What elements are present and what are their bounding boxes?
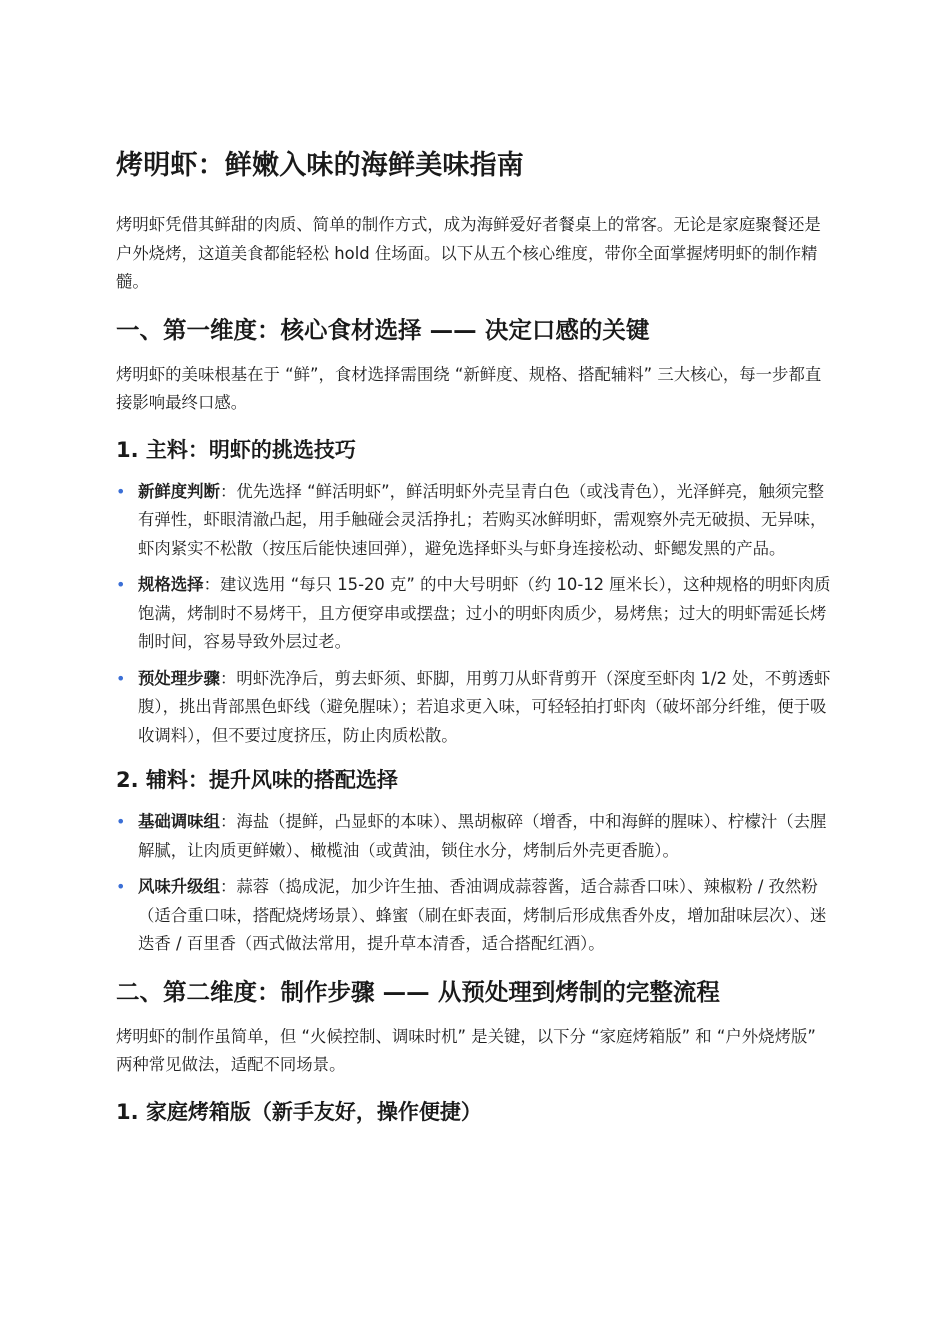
section-2-heading: 二、第二维度：制作步骤 —— 从预处理到烤制的完整流程 [116, 977, 720, 1006]
list-item [116, 873, 834, 959]
list-item-text: ：海盐（提鲜，凸显虾的本味）、黑胡椒碎（增香，中和海鲜的腥味）、柠檬汁（去腥解腻，让肉质更鲜嫩）、橄榄油（或黄油，锁住水分，烤制后外壳更香脆）。 [138, 812, 827, 860]
list-item-text: ：建议选用 “每只 15-20 克” 的中大号明虾（约 10-12 厘米长），这种规格的明虾肉质饱满，烤制时不易烤干，且方便穿串或摆盘；过小的明虾肉质少，易烤焦；过大的明虾需延长烤制时间，容易导致外层过老。 [138, 575, 831, 651]
main-ingredient-list [116, 478, 834, 751]
list-item-text: ：蒜蓉（捣成泥，加少许生抽、香油调成蒜蓉酱，适合蒜香口味）、辣椒粉 / 孜然粉（适合重口味，搭配烧烤场景）、蜂蜜（刷在虾表面，烤制后形成焦香外皮，增加甜味层次）、迷迭香 / 百里香（西式做法常用，提升草本清香，适合搭配红酒）。 [138, 877, 827, 953]
section-1-heading: 一、第一维度：核心食材选择 —— 决定口感的关键 [116, 315, 650, 344]
section-2-sub-1-heading: 1. 家庭烤箱版（新手友好，操作便捷） [116, 1099, 482, 1124]
intro-paragraph: 烤明虾凭借其鲜甜的肉质、简单的制作方式，成为海鲜爱好者餐桌上的常客。无论是家庭聚餐还是户外烧烤，这道美食都能轻松 hold 住场面。以下从五个核心维度，带你全面掌握烤明虾的制作精髓。 [116, 215, 821, 291]
auxiliary-ingredient-list [116, 808, 834, 959]
bullet-icon: • [116, 812, 126, 831]
section-2-intro: 烤明虾的制作虽简单，但 “火候控制、调味时机” 是关键，以下分 “家庭烤箱版” 和 “户外烧烤版” 两种常见做法，适配不同场景。 [116, 1026, 816, 1074]
list-item-label: 新鲜度判断 [138, 481, 220, 501]
list-item [116, 571, 834, 657]
bullet-icon: • [116, 575, 126, 594]
list-item [116, 808, 834, 865]
bullet-icon: • [116, 877, 126, 896]
section-1-sub-1-heading: 1. 主料：明虾的挑选技巧 [116, 437, 356, 462]
list-item [116, 665, 834, 751]
list-item-label: 风味升级组 [138, 877, 220, 896]
bullet-icon: • [116, 481, 126, 501]
list-item-label: 规格选择 [138, 575, 204, 594]
section-1-intro: 烤明虾的美味根基在于 “鲜”，食材选择需围绕 “新鲜度、规格、搭配辅料” 三大核心，每一步都直接影响最终口感。 [116, 364, 822, 412]
list-item-text: ：优先选择 “鲜活明虾”，鲜活明虾外壳呈青白色（或浅青色），光泽鲜亮，触须完整有弹性，虾眼清澈凸起，用手触碰会灵活挣扎；若购买冰鲜明虾，需观察外壳无破损、无异味，虾肉紧实不松散（按压后能快速回弹），避免选择虾头与虾身连接松动、虾鳃发黑的产品。 [138, 481, 827, 558]
list-item [116, 478, 834, 564]
list-item-label: 预处理步骤 [138, 668, 220, 688]
section-1-sub-2-heading: 2. 辅料：提升风味的搭配选择 [116, 768, 398, 792]
list-item-text: ：明虾洗净后，剪去虾须、虾脚，用剪刀从虾背剪开（深度至虾肉 1/2 处，不剪透虾腹），挑出背部黑色虾线（避免腥味）；若追求更入味，可轻轻拍打虾肉（破坏部分纤维，便于吸收调料），但不要过度挤压，防止肉质松散。 [138, 668, 831, 745]
document-title: 烤明虾：鲜嫩入味的海鲜美味指南 [116, 150, 524, 181]
list-item-label: 基础调味组 [138, 812, 220, 831]
bullet-icon: • [116, 668, 126, 688]
